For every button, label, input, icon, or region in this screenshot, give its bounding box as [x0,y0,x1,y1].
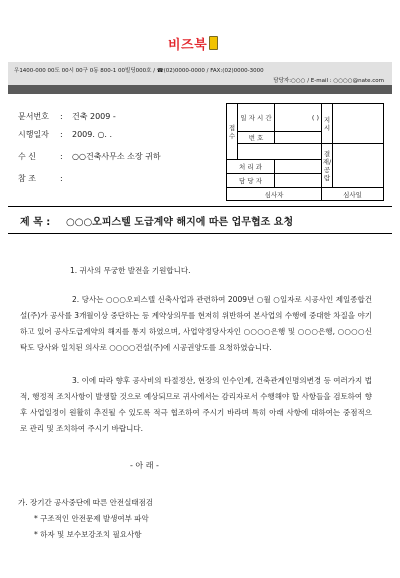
paragraph-1: 1. 귀사의 무궁한 발전을 기원합니다. [70,266,191,275]
field-label: 수 신 [18,152,36,161]
instruction-cell [322,104,333,144]
item-a-1: * 구조적인 안전문제 발생여부 파악 [34,514,149,523]
contact-line: 담당자:○○○ / E-mail : ○○○○@nate.com [273,78,384,84]
process-label-cell: 처 리 과 [227,160,275,174]
number-value-cell [275,132,322,144]
subject-line [20,213,293,228]
item-a: 가. 장기간 공사중단에 따른 안전실태점검 [18,498,154,507]
reviewer-cell: 심사자 [227,188,322,201]
number-label-cell: 번 호 [238,132,275,144]
address-bar [8,62,392,85]
field-doc-number: 문서번호 : 건축 2009 - [18,112,116,121]
logo-text: 비즈북 [168,37,208,53]
approval-box [333,144,384,188]
approval-table [226,103,384,201]
subject-bottom-rule [8,233,392,234]
receipt-cell [227,104,238,160]
staff-label-cell: 담 당 자 [227,174,275,188]
paragraph-3: 3. 이에 따라 향후 공사비의 타절정산, 현장의 인수인계, 건축관계인명의변경 등 여러가지 법적, 행정적 조치사항이 발생할 것으로 예상되므로 귀사에서는 감리자로서 수행해야 할 사항들을 검토하여 향후 사업일정이 원활히 추진될 수 있도록 적극 협조하여 주시기 바라며 특히 아래 사항에 대하여는 중점적으로 관리 및 조치하여 주시기 바랍니다. [20,376,372,433]
subject-top-rule [8,206,392,207]
process-value-cell [275,160,322,174]
review-date-cell: 심사일 [322,188,384,201]
instruction-box [333,104,384,144]
field-value: ○○건축사무소 소장 귀하 [72,152,161,161]
divider-bar [8,85,392,94]
field-label: 시행일자 [18,130,49,139]
date-label-cell: 일 자 시 간 [238,104,275,132]
below-heading: - 아 래 - [130,461,159,470]
field-label: 참 조 [18,174,36,183]
field-reference: 참 조 : [18,174,63,183]
logo [168,34,218,52]
field-label: 문서번호 [18,112,49,121]
subject-text: ○○○오피스텔 도급계약 해지에 따른 업무협조 요청 [66,217,294,228]
field-value: 2009. ○. . [72,130,113,139]
field-issue-date: 시행일자 : 2009. ○. . [18,130,113,139]
phone-icon [209,36,218,50]
staff-value-cell [275,174,322,188]
instruction-label: 지시 [323,115,331,132]
blank-cell [238,144,322,160]
date-value-cell: ( ) [275,104,322,132]
field-value: 건축 2009 - [72,112,116,121]
company-address: 우1400-000 00도 00시 00구 0동 800-1 00빌딩000호 / ☎(02)0000-0000 / FAX:(02)0000-3000 [14,68,264,74]
approval-cell [322,144,333,188]
item-a-2: * 하자 및 보수보강조치 필요사항 [34,530,142,539]
receipt-label: 접수 [228,123,236,140]
paragraph-2: 2. 당사는 ○○○오피스텔 신축사업과 관련하여 2009년 ○월 ○일자로 시공사인 제일종합건설(주)가 공사를 3개월이상 중단하는 등 계약상의무를 현저히 위반하여 본사업의 수행에 중대한 차질을 야기하고 있어 공사도급계약의 해지를 통지 하였으며, 사업약정당사자인 ○○○○은행 및 ○○○은행, ○○○○신탁도 당사와 일치된 의사로 ○○○○건설(주)에 시공권양도를 요청하였습니다. [20,295,372,352]
subject-prefix: 제 목 : [20,217,51,228]
field-recipient: 수 신 : ○○건축사무소 소장 귀하 [18,152,161,161]
approval-label: 결재/공람 [322,149,332,182]
